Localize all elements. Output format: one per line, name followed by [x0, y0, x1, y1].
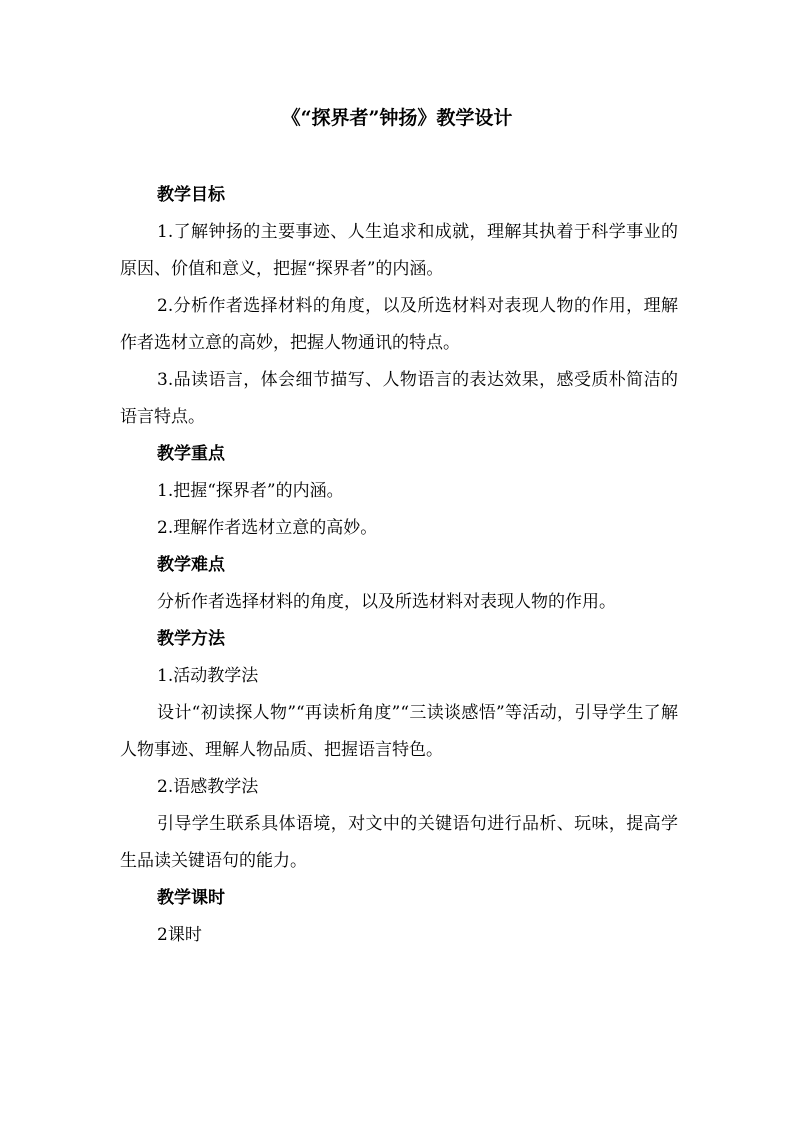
- method-2-text: 引导学生联系具体语境，对文中的关键语句进行品析、玩味，提高学生品读关键语句的能力。: [120, 814, 678, 871]
- section-heading-difficulties: 教学难点: [157, 555, 225, 575]
- goal-item-1: 1.了解钟扬的主要事迹、人生追求和成就，理解其执着于科学事业的原因、价值和意义，把握“探界者”的内涵。: [120, 222, 678, 279]
- section-heading-goals: 教学目标: [157, 185, 225, 205]
- method-1-text: 设计“初读探人物”“再读析角度”“三读谈感悟”等活动，引导学生了解人物事迹、理解人物品质、把握语言特色。: [120, 703, 678, 760]
- section-heading-methods: 教学方法: [157, 629, 225, 649]
- document-title: 《“探界者”钟扬》教学设计: [281, 107, 513, 129]
- key-point-item-1: 1.把握“探界者”的内涵。: [157, 481, 344, 501]
- method-1-title: 1.活动教学法: [157, 666, 259, 686]
- document-body: [120, 177, 678, 954]
- section-heading-hours: 教学课时: [157, 888, 225, 908]
- difficulty-text: 分析作者选择材料的角度，以及所选材料对表现人物的作用。: [157, 592, 616, 612]
- hours-text: 2课时: [157, 925, 202, 945]
- method-2-title: 2.语感教学法: [157, 777, 259, 797]
- key-point-item-2: 2.理解作者选材立意的高妙。: [157, 518, 378, 538]
- goal-item-3: 3.品读语言，体会细节描写、人物语言的表达效果，感受质朴简洁的语言特点。: [120, 370, 678, 427]
- goal-item-2: 2.分析作者选择材料的角度，以及所选材料对表现人物的作用，理解作者选材立意的高妙，把握人物通讯的特点。: [120, 296, 678, 353]
- section-heading-key-points: 教学重点: [157, 444, 225, 464]
